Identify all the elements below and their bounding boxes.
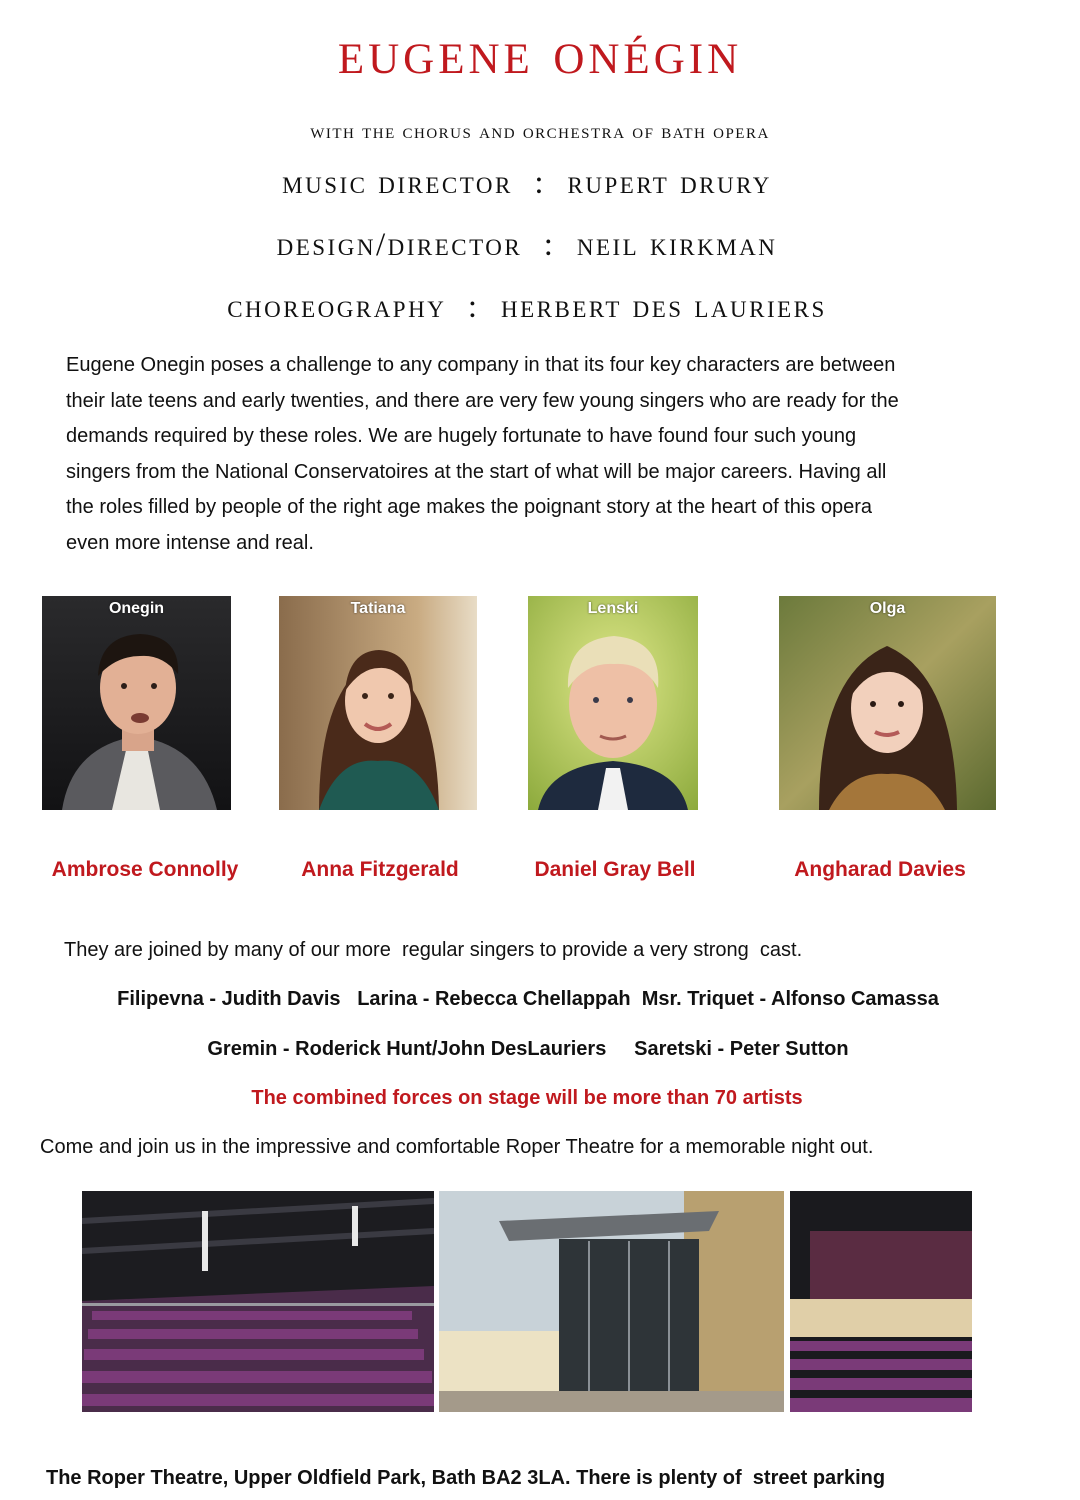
theatre-entrance-photo [439,1191,784,1412]
auditorium-photo [82,1191,434,1412]
stage-photo [790,1191,972,1412]
forces-highlight: The combined forces on stage will be more than 70 artists [251,1087,803,1109]
venue-address: The Roper Theatre, Upper Oldfield Park, Bath BA2 3LA. There is plenty of street parking [46,1467,886,1489]
olga-portrait [779,596,996,810]
role-label-tatiana: Tatiana [350,600,406,617]
credit-music-director: music director : rupert drury [282,165,772,201]
singer-name-onegin: Ambrose Connolly [51,858,239,881]
invite-text: Come and join us in the impressive and comfortable Roper Theatre for a memorable night out. [40,1136,874,1158]
role-label-lenski: Lenski [587,600,639,617]
page-subtitle: with the chorus and orchestra of bath opera [310,119,770,143]
onegin-portrait [42,596,231,810]
lenski-photo [528,596,698,810]
lenski-portrait [528,596,698,810]
role-label-onegin: Onegin [108,600,165,617]
credit-design-director: design/director : neil kirkman [276,227,778,263]
singer-name-olga: Angharad Davies [794,858,966,881]
olga-photo [779,596,996,810]
tatiana-photo [279,596,477,810]
supporting-cast-line-2: Gremin - Roderick Hunt/John DesLauriers Saretski - Peter Sutton [207,1038,849,1060]
role-label-olga: Olga [869,600,906,617]
page-title: eugene onégin [337,19,743,87]
intro-paragraph: Eugene Onegin poses a challenge to any company in that its four key characters are between their late teens and early twenties, and there are very few young singers who are ready for the demands required by these roles. We are hugely fortunate to have found four such young singers from the National Conservatoires at the start of what will be major careers. Having all the roles filled by people of the right age makes the poignant story at the heart of this opera even more intense and real. [66,354,899,554]
tatiana-portrait [279,596,477,810]
supporting-intro: They are joined by many of our more regular singers to provide a very strong cast. [64,939,803,961]
singer-name-tatiana: Anna Fitzgerald [301,858,459,881]
credit-choreography: choreography : herbert des lauriers [227,289,827,325]
singer-name-lenski: Daniel Gray Bell [534,858,696,881]
supporting-cast-line-1: Filipevna - Judith Davis Larina - Rebecca Chellappah Msr. Triquet - Alfonso Camassa [117,988,939,1010]
onegin-photo [42,596,231,810]
